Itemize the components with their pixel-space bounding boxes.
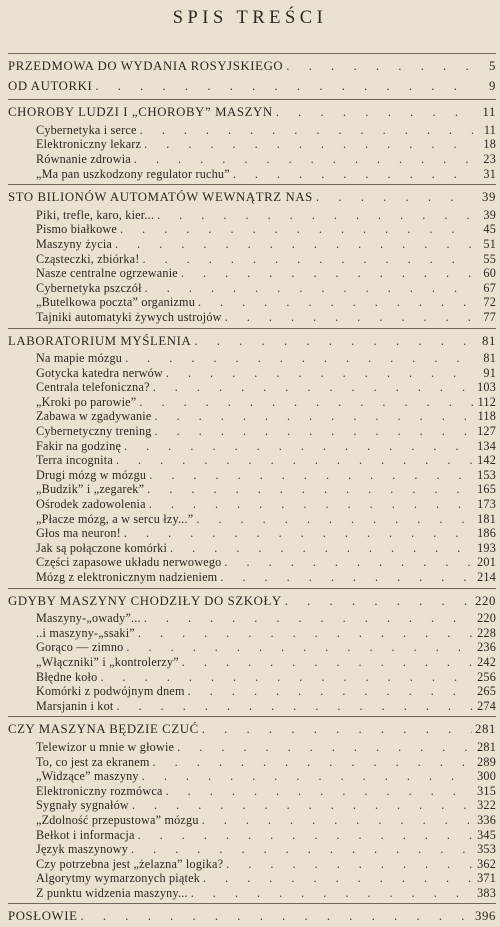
leader-dots bbox=[153, 380, 473, 395]
leader-dots bbox=[144, 137, 473, 152]
toc-entry-row[interactable] bbox=[8, 468, 496, 483]
toc-entry-row[interactable] bbox=[8, 123, 496, 138]
entry-title: Na mapie mózgu bbox=[36, 351, 123, 366]
entry-title: Cybernetyka pszczół bbox=[36, 280, 142, 295]
leader-dots bbox=[147, 482, 473, 497]
toc-chapter-row[interactable] bbox=[8, 907, 496, 927]
toc-section bbox=[8, 57, 496, 77]
entry-title: Bełkot i informacja bbox=[36, 827, 135, 842]
chapter-title: CHOROBY LUDZI I „CHOROBY” MASZYN bbox=[8, 105, 273, 120]
entry-title: Fakir na godzinę bbox=[36, 438, 122, 453]
page-number: 396 bbox=[475, 909, 496, 924]
entry-title: Telewizor u mnie w głowie bbox=[36, 739, 175, 754]
chapter-title: STO BILIONÓW AUTOMATÓW WEWNĄTRZ NAS bbox=[8, 190, 313, 205]
entry-title: Ośrodek zadowolenia bbox=[36, 497, 146, 512]
leader-dots bbox=[125, 351, 473, 366]
page-number: 336 bbox=[477, 812, 496, 827]
page-number: 18 bbox=[483, 137, 496, 152]
entry-title: Z punktu widzenia maszyny... bbox=[36, 885, 188, 900]
toc-entry-row[interactable] bbox=[8, 740, 496, 755]
leader-dots bbox=[157, 208, 473, 223]
toc-entry-row[interactable] bbox=[8, 310, 496, 325]
leader-dots bbox=[134, 152, 473, 167]
chapter-title: CZY MASZYNA BĘDZIE CZUĆ bbox=[8, 722, 199, 737]
page-number: 181 bbox=[477, 511, 496, 526]
entry-title: „Budzik” i „zegarek” bbox=[36, 482, 145, 497]
toc-entry-row[interactable] bbox=[8, 842, 496, 857]
page-number: 371 bbox=[477, 871, 496, 886]
toc-entry-row[interactable] bbox=[8, 222, 496, 237]
leader-dots bbox=[286, 57, 473, 77]
toc-entry-row[interactable] bbox=[8, 684, 496, 699]
page-number: 256 bbox=[477, 669, 496, 684]
toc-section bbox=[8, 720, 496, 900]
toc-entry-row[interactable] bbox=[8, 424, 496, 439]
leader-dots bbox=[155, 424, 473, 439]
page-number: 220 bbox=[477, 611, 496, 626]
chapter-title: GDYBY MASZYNY CHODZIŁY DO SZKOŁY bbox=[8, 593, 282, 608]
toc-chapter-row[interactable] bbox=[8, 77, 496, 97]
toc-section bbox=[8, 592, 496, 714]
leader-dots bbox=[225, 310, 473, 325]
page-number: 67 bbox=[483, 280, 496, 295]
toc-entry-row[interactable] bbox=[8, 626, 496, 641]
toc-chapter-row[interactable] bbox=[8, 103, 496, 123]
entry-title: Maszyny życia bbox=[36, 236, 113, 251]
page-number: 289 bbox=[477, 754, 496, 769]
entry-title: Jak są połączone komórki bbox=[36, 540, 168, 555]
entry-title: „Płacze mózg, a w sercu łzy...” bbox=[36, 511, 194, 526]
divider bbox=[8, 184, 496, 185]
leader-dots bbox=[116, 453, 473, 468]
toc-entry-row[interactable] bbox=[8, 208, 496, 223]
toc-section bbox=[8, 332, 496, 585]
toc-entry-row[interactable] bbox=[8, 541, 496, 556]
entry-title: Elektroniczny lekarz bbox=[36, 137, 142, 152]
entry-title: Czy potrzebna jest „żelazna” logika? bbox=[36, 856, 224, 871]
page-number: 345 bbox=[477, 827, 496, 842]
page-number: 300 bbox=[477, 769, 496, 784]
page-number: 118 bbox=[477, 409, 496, 424]
page-number: 201 bbox=[477, 555, 496, 570]
leader-dots bbox=[276, 103, 473, 123]
entry-title: Maszyny-„owady”... bbox=[36, 611, 141, 626]
leader-dots bbox=[194, 332, 473, 352]
leader-dots bbox=[144, 611, 473, 626]
leader-dots bbox=[182, 655, 473, 670]
chapter-title: OD AUTORKI bbox=[8, 78, 93, 93]
entry-title: Centrala telefoniczna? bbox=[36, 380, 150, 395]
toc-chapter-row[interactable] bbox=[8, 720, 496, 740]
entry-title: Terra incognita bbox=[36, 453, 113, 468]
page-number: 193 bbox=[477, 540, 496, 555]
toc-entry-row[interactable] bbox=[8, 366, 496, 381]
toc-entry-row[interactable] bbox=[8, 351, 496, 366]
leader-dots bbox=[115, 237, 473, 252]
leader-dots bbox=[145, 281, 473, 296]
entry-title: Zabawa w zgadywanie bbox=[36, 409, 152, 424]
toc-entry-row[interactable] bbox=[8, 152, 496, 167]
entry-title: Marsjanin i kot bbox=[36, 698, 114, 713]
toc-entry-row[interactable] bbox=[8, 439, 496, 454]
toc-entry-row[interactable] bbox=[8, 497, 496, 512]
leader-dots bbox=[149, 468, 473, 483]
entry-title: Cybernetyka i serce bbox=[36, 122, 137, 137]
leader-dots bbox=[224, 555, 473, 570]
page-number: 274 bbox=[477, 698, 496, 713]
toc-entry-row[interactable] bbox=[8, 640, 496, 655]
toc-entry-row[interactable] bbox=[8, 813, 496, 828]
entry-title: Równanie zdrowia bbox=[36, 151, 131, 166]
toc-entry-row[interactable] bbox=[8, 857, 496, 872]
leader-dots bbox=[142, 252, 473, 267]
leader-dots bbox=[285, 592, 472, 612]
toc-entry-row[interactable] bbox=[8, 395, 496, 410]
page-number: 91 bbox=[483, 365, 496, 380]
page-number: 265 bbox=[477, 684, 496, 699]
leader-dots bbox=[166, 366, 473, 381]
toc-section bbox=[8, 103, 496, 181]
leader-dots bbox=[132, 798, 473, 813]
leader-dots bbox=[188, 684, 473, 699]
page-number: 173 bbox=[477, 497, 496, 512]
divider bbox=[8, 99, 496, 100]
leader-dots bbox=[124, 439, 473, 454]
page-number: 39 bbox=[482, 190, 496, 205]
page-number: 353 bbox=[477, 842, 496, 857]
toc-entry-row[interactable] bbox=[8, 828, 496, 843]
leader-dots bbox=[316, 188, 473, 208]
page-number: 23 bbox=[483, 151, 496, 166]
toc-entry-row[interactable] bbox=[8, 137, 496, 152]
toc-section bbox=[8, 77, 496, 97]
page-number: 11 bbox=[483, 122, 496, 137]
leader-dots bbox=[131, 842, 473, 857]
toc-entry-row[interactable] bbox=[8, 784, 496, 799]
toc-entry-row[interactable] bbox=[8, 570, 496, 585]
toc-entry-row[interactable] bbox=[8, 526, 496, 541]
leader-dots bbox=[198, 295, 473, 310]
page-number: 45 bbox=[483, 222, 496, 237]
page-number: 9 bbox=[489, 78, 496, 93]
leader-dots bbox=[154, 409, 473, 424]
toc-entry-row[interactable] bbox=[8, 512, 496, 527]
page-number: 383 bbox=[477, 885, 496, 900]
toc-entry-row[interactable] bbox=[8, 655, 496, 670]
entry-title: „Zdolność przepustowa” mózgu bbox=[36, 812, 199, 827]
entry-title: „Butelkowa poczta” organizmu bbox=[36, 295, 196, 310]
chapter-title: POSŁOWIE bbox=[8, 909, 78, 924]
entry-title: Głos ma neuron! bbox=[36, 526, 121, 541]
toc-entry-row[interactable] bbox=[8, 886, 496, 901]
leader-dots bbox=[181, 266, 473, 281]
page-number: 322 bbox=[477, 798, 496, 813]
toc-entry-row[interactable] bbox=[8, 871, 496, 886]
leader-dots bbox=[177, 740, 473, 755]
leader-dots bbox=[202, 720, 472, 740]
toc-entry-row[interactable] bbox=[8, 281, 496, 296]
page-number: 77 bbox=[483, 309, 496, 324]
leader-dots bbox=[139, 395, 473, 410]
page-number: 81 bbox=[482, 333, 496, 348]
entry-title: Mózg z elektronicznym nadzieniem bbox=[36, 570, 218, 584]
entry-title: ..i maszyny-„ssaki” bbox=[36, 625, 135, 640]
page-number: 362 bbox=[477, 856, 496, 871]
chapter-title: PRZEDMOWA DO WYDANIA ROSYJSKIEGO bbox=[8, 59, 284, 73]
page-number: 51 bbox=[483, 236, 496, 251]
toc-entry-row[interactable] bbox=[8, 237, 496, 252]
page-number: 11 bbox=[482, 105, 496, 120]
leader-dots bbox=[120, 222, 473, 237]
divider bbox=[8, 53, 496, 54]
leader-dots bbox=[140, 123, 473, 138]
entry-title: „Widzące” maszyny bbox=[36, 769, 139, 784]
toc-entry-row[interactable] bbox=[8, 611, 496, 626]
leader-dots bbox=[153, 755, 473, 770]
page-number: 55 bbox=[483, 251, 496, 266]
leader-dots bbox=[226, 857, 473, 872]
leader-dots bbox=[116, 699, 473, 714]
toc-chapter-row[interactable] bbox=[8, 332, 496, 352]
leader-dots bbox=[202, 813, 473, 828]
table-of-contents bbox=[8, 50, 496, 927]
page-number: 81 bbox=[483, 351, 496, 366]
toc-entry-row[interactable] bbox=[8, 755, 496, 770]
divider bbox=[8, 716, 496, 717]
leader-dots bbox=[81, 907, 473, 927]
page-number: 39 bbox=[483, 207, 496, 222]
leader-dots bbox=[166, 784, 473, 799]
leader-dots bbox=[126, 640, 473, 655]
toc-chapter-row[interactable] bbox=[8, 57, 496, 77]
entry-title: Język maszynowy bbox=[36, 842, 129, 857]
page-number: 31 bbox=[483, 166, 496, 181]
page-number: 142 bbox=[477, 453, 496, 468]
entry-title: Komórki z podwójnym dnem bbox=[36, 684, 185, 699]
leader-dots bbox=[142, 769, 473, 784]
page-number: 153 bbox=[477, 467, 496, 482]
page-number: 315 bbox=[477, 783, 496, 798]
entry-title: „Ma pan uszkodzony regulator ruchu” bbox=[36, 166, 230, 181]
toc-entry-row[interactable] bbox=[8, 167, 496, 182]
page-number: 5 bbox=[489, 59, 496, 73]
leader-dots bbox=[124, 526, 473, 541]
toc-entry-row[interactable] bbox=[8, 453, 496, 468]
entry-title: Elektroniczny rozmówca bbox=[36, 783, 163, 798]
entry-title: Sygnały sygnałów bbox=[36, 798, 129, 813]
page-number: 228 bbox=[477, 625, 496, 640]
page-number: 281 bbox=[475, 722, 496, 737]
leader-dots bbox=[100, 670, 473, 685]
toc-chapter-row[interactable] bbox=[8, 592, 496, 612]
toc-entry-row[interactable] bbox=[8, 266, 496, 281]
toc-section bbox=[8, 188, 496, 324]
entry-title: Algorytmy wymarzonych piątek bbox=[36, 871, 200, 886]
entry-title: Błędne koło bbox=[36, 669, 98, 684]
toc-entry-row[interactable] bbox=[8, 670, 496, 685]
entry-title: Drugi mózg w mózgu bbox=[36, 467, 147, 482]
page-number: 214 bbox=[477, 570, 496, 584]
entry-title: Piki, trefle, karo, kier... bbox=[36, 207, 155, 222]
leader-dots bbox=[95, 77, 473, 97]
divider bbox=[8, 328, 496, 329]
entry-title: Części zapasowe układu nerwowego bbox=[36, 555, 222, 570]
page-number: 236 bbox=[477, 640, 496, 655]
entry-title: „Włączniki” i „kontrolerzy” bbox=[36, 654, 179, 669]
page-number: 134 bbox=[477, 438, 496, 453]
page-number: 220 bbox=[475, 593, 496, 608]
leader-dots bbox=[149, 497, 473, 512]
leader-dots bbox=[233, 167, 473, 182]
entry-title: „Kroki po parowie” bbox=[36, 394, 137, 409]
page-number: 103 bbox=[477, 380, 496, 395]
leader-dots bbox=[196, 512, 473, 527]
chapter-title: LABORATORIUM MYŚLENIA bbox=[8, 333, 192, 348]
page-number: 165 bbox=[477, 482, 496, 497]
entry-title: Gotycka katedra nerwów bbox=[36, 365, 163, 380]
leader-dots bbox=[138, 828, 473, 843]
toc-entry-row[interactable] bbox=[8, 380, 496, 395]
toc-entry-row[interactable] bbox=[8, 798, 496, 813]
page-number: 60 bbox=[483, 266, 496, 281]
entry-title: Cybernetyczny trening bbox=[36, 424, 152, 439]
leader-dots bbox=[220, 570, 473, 585]
entry-title: Pismo białkowe bbox=[36, 222, 118, 237]
page-number: 112 bbox=[477, 394, 496, 409]
divider bbox=[8, 588, 496, 589]
page-number: 186 bbox=[477, 526, 496, 541]
page-number: 127 bbox=[477, 424, 496, 439]
toc-entry-row[interactable] bbox=[8, 295, 496, 310]
toc-chapter-row[interactable] bbox=[8, 188, 496, 208]
entry-title: Nasze centralne ogrzewanie bbox=[36, 266, 178, 281]
entry-title: Gorąco — zimno bbox=[36, 640, 124, 655]
toc-entry-row[interactable] bbox=[8, 699, 496, 714]
toc-entry-row[interactable] bbox=[8, 252, 496, 267]
leader-dots bbox=[170, 541, 473, 556]
toc-entry-row[interactable] bbox=[8, 482, 496, 497]
toc-section bbox=[8, 907, 496, 927]
page-number: 72 bbox=[483, 295, 496, 310]
toc-entry-row[interactable] bbox=[8, 409, 496, 424]
leader-dots bbox=[203, 871, 473, 886]
leader-dots bbox=[138, 626, 473, 641]
leader-dots bbox=[191, 886, 473, 901]
toc-entry-row[interactable] bbox=[8, 555, 496, 570]
divider bbox=[8, 903, 496, 904]
page-title: SPIS TREŚCI bbox=[172, 8, 328, 28]
entry-title: Tajniki automatyki żywych ustrojów bbox=[36, 309, 222, 324]
entry-title: To, co jest za ekranem bbox=[36, 754, 150, 769]
page-number: 242 bbox=[477, 654, 496, 669]
entry-title: Cząsteczki, zbiórka! bbox=[36, 251, 140, 266]
page-number: 281 bbox=[477, 739, 496, 754]
toc-entry-row[interactable] bbox=[8, 769, 496, 784]
